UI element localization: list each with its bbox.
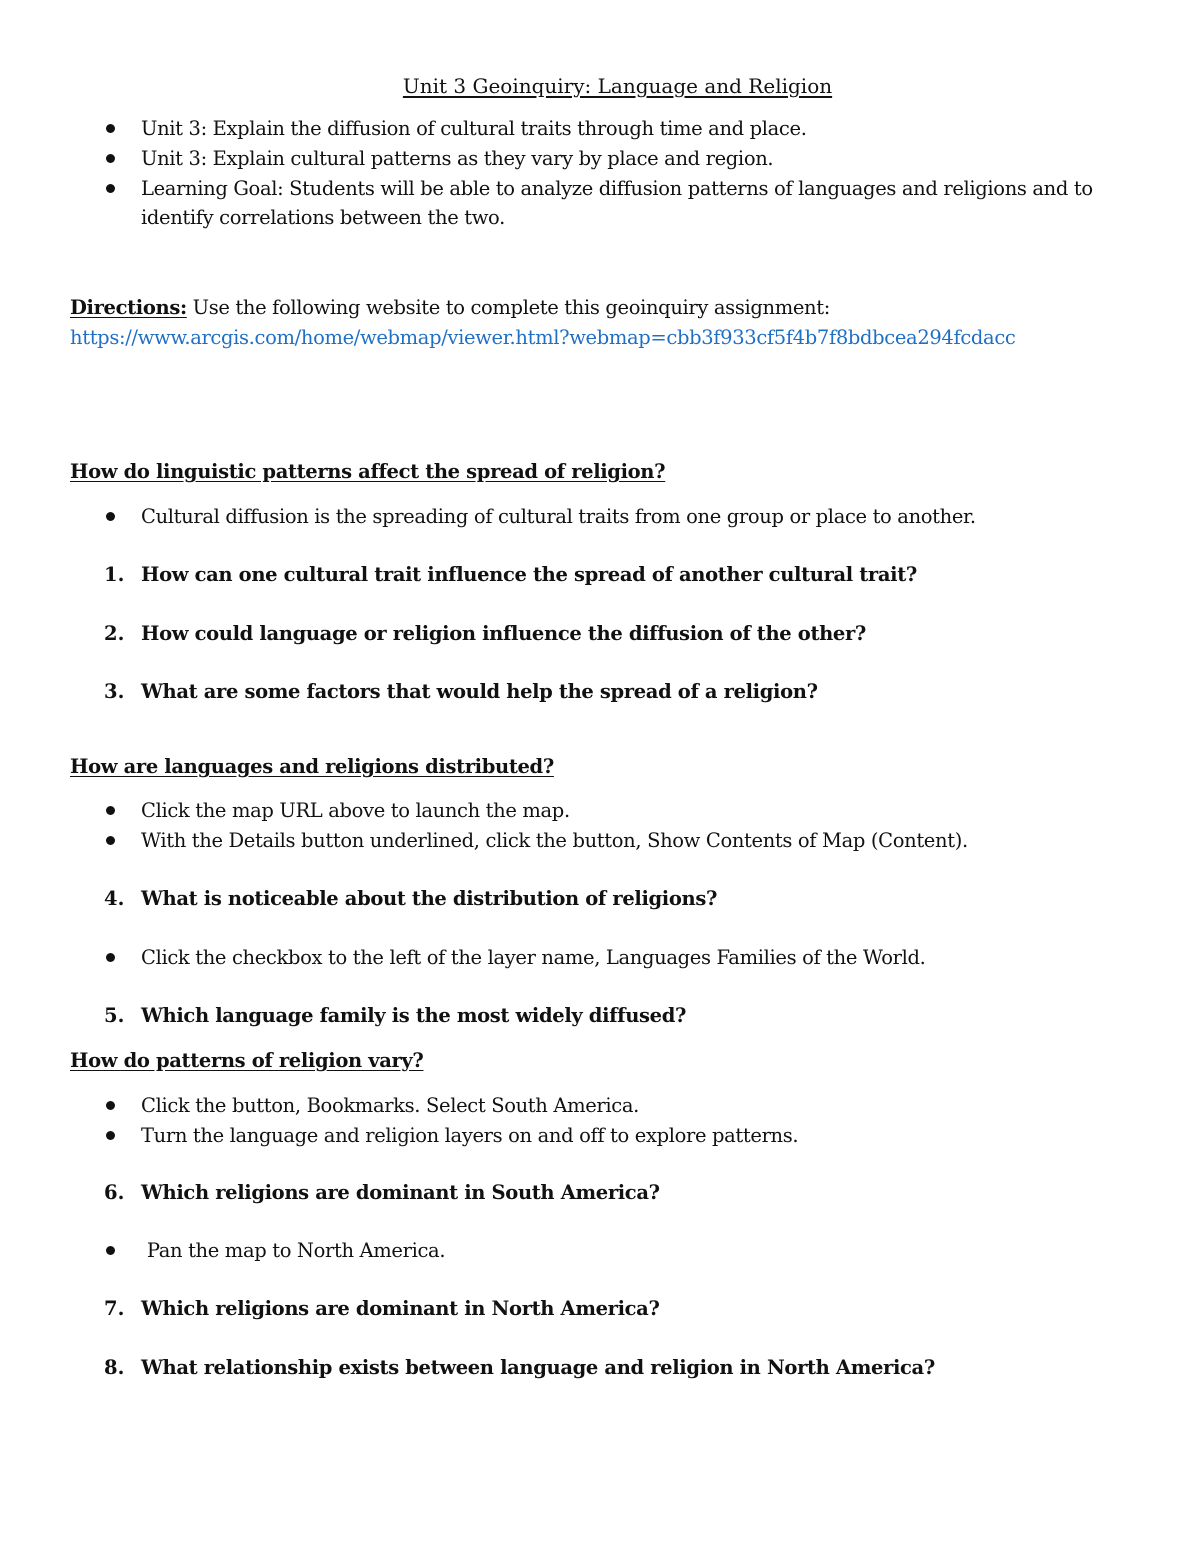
objective-item: Unit 3: Explain the diffusion of cultural traits through time and place. <box>141 117 807 140</box>
directions <box>70 296 830 319</box>
question-3: What are some factors that would help the spread of a religion? <box>141 680 818 703</box>
page-title: Unit 3 Geoinquiry: Language and Religion <box>402 74 833 98</box>
bullet-dot <box>106 1101 115 1110</box>
bullet-dot <box>106 1246 115 1255</box>
question-number: 3. <box>104 680 125 703</box>
list-item: Click the checkbox to the left of the layer name, Languages Families of the World. <box>141 946 926 969</box>
question-number: 8. <box>104 1356 125 1379</box>
question-7: Which religions are dominant in North America? <box>141 1297 660 1320</box>
bullet-dot <box>106 806 115 815</box>
question-number: 5. <box>104 1004 125 1027</box>
directions-label: Directions: <box>70 296 187 319</box>
directions-text: Use the following website to complete this geoinquiry assignment: <box>186 296 830 319</box>
question-6: Which religions are dominant in South America? <box>141 1181 660 1204</box>
section-heading-linguistic-patterns: How do linguistic patterns affect the spread of religion? <box>70 460 666 483</box>
list-item: Click the map URL above to launch the map. <box>141 799 570 822</box>
question-8: What relationship exists between language and religion in North America? <box>141 1356 935 1379</box>
list-item: Turn the language and religion layers on and off to explore patterns. <box>141 1124 799 1147</box>
bullet-dot <box>106 154 115 163</box>
section-heading-distribution: How are languages and religions distributed? <box>70 755 554 778</box>
list-item: Click the button, Bookmarks. Select South America. <box>141 1094 639 1117</box>
question-1: How can one cultural trait influence the spread of another cultural trait? <box>141 563 917 586</box>
bullet-dot <box>106 184 115 193</box>
section-heading-religion-patterns: How do patterns of religion vary? <box>70 1049 424 1072</box>
question-number: 2. <box>104 622 125 645</box>
map-url-link[interactable]: https://www.arcgis.com/home/webmap/viewer.html?webmap=cbb3f933cf5f4b7f8bdbcea294fcdacc <box>70 326 1016 349</box>
objective-item: Learning Goal: Students will be able to analyze diffusion patterns of languages and religions and to <box>141 177 1093 200</box>
list-item: With the Details button underlined, click the button, Show Contents of Map (Content). <box>141 829 968 852</box>
bullet-dot <box>106 1131 115 1140</box>
list-item: Cultural diffusion is the spreading of cultural traits from one group or place to another. <box>141 505 976 528</box>
objective-item: Unit 3: Explain cultural patterns as they vary by place and region. <box>141 147 774 170</box>
bullet-dot <box>106 836 115 845</box>
question-number: 6. <box>104 1181 125 1204</box>
question-2: How could language or religion influence the diffusion of the other? <box>141 622 866 645</box>
question-number: 4. <box>104 887 125 910</box>
question-4: What is noticeable about the distribution of religions? <box>141 887 718 910</box>
objective-item-continued: identify correlations between the two. <box>141 206 505 229</box>
question-number: 1. <box>104 563 125 586</box>
list-item: Pan the map to North America. <box>141 1239 446 1262</box>
question-5: Which language family is the most widely diffused? <box>141 1004 687 1027</box>
bullet-dot <box>106 953 115 962</box>
bullet-dot <box>106 124 115 133</box>
bullet-dot <box>106 512 115 521</box>
question-number: 7. <box>104 1297 125 1320</box>
